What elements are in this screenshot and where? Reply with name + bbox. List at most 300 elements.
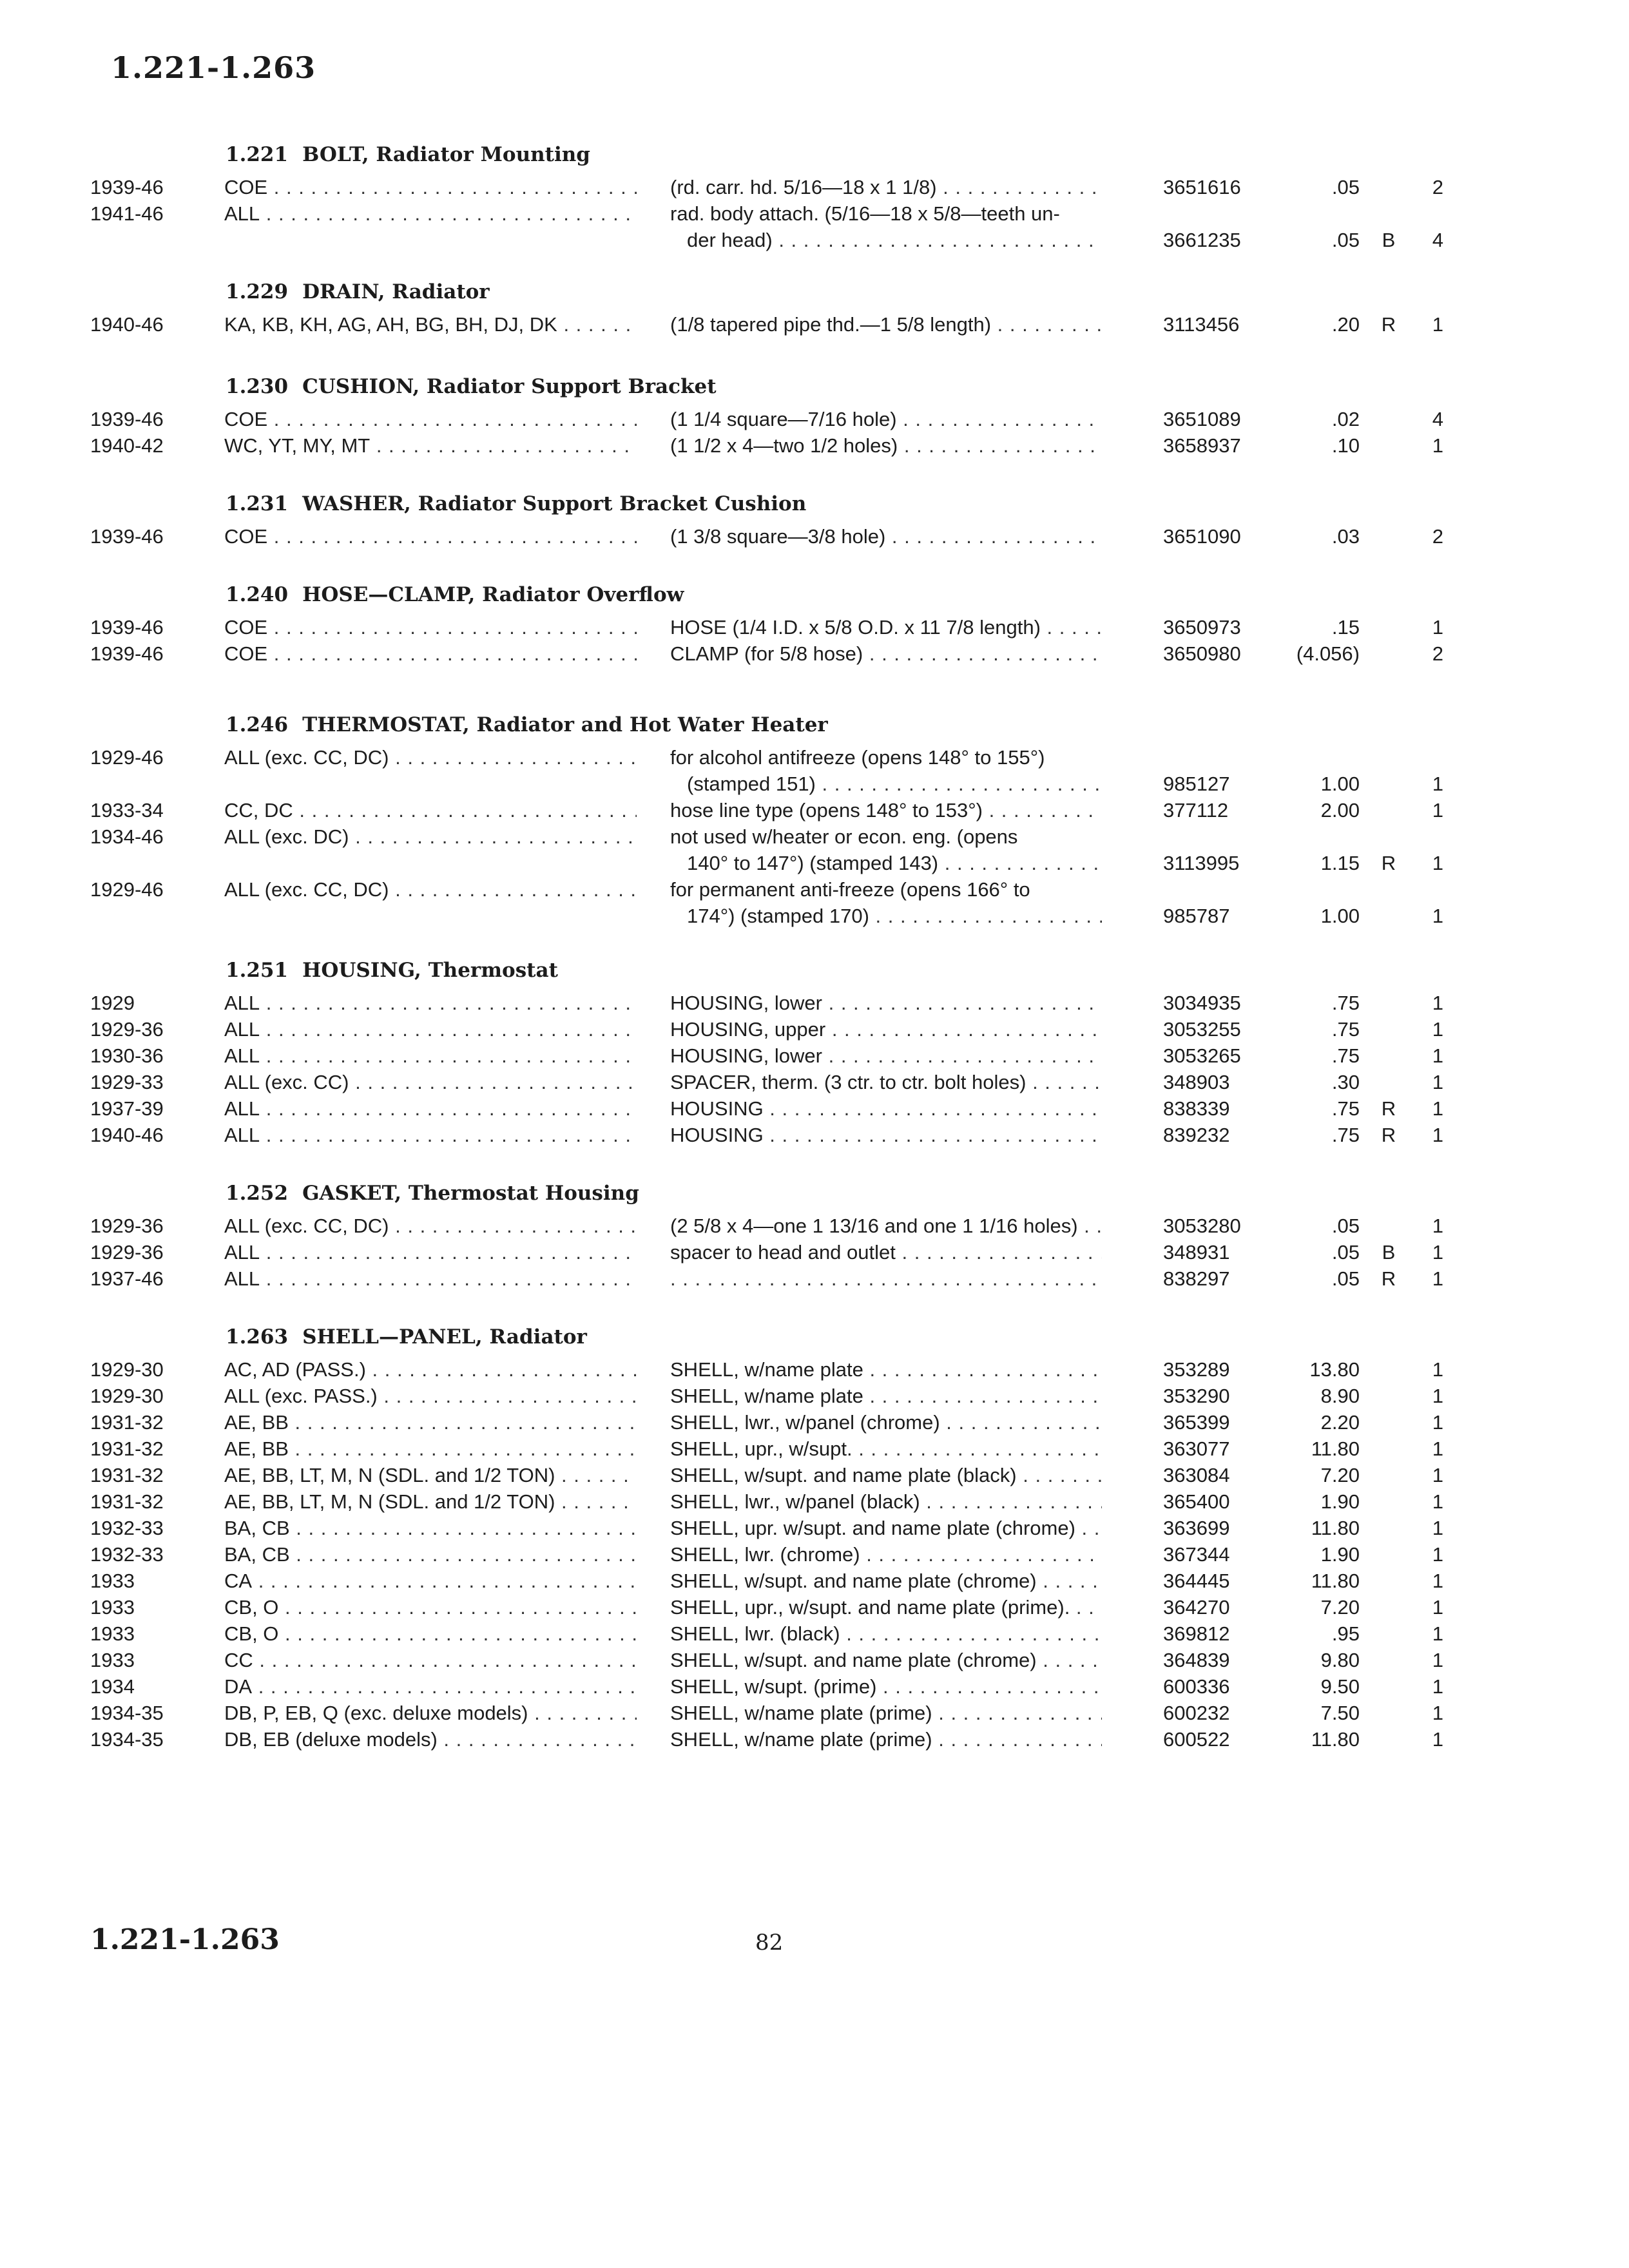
section-1-252 [90,1174,1450,1292]
price: 1.90 [1320,1490,1360,1513]
price: 7.20 [1320,1464,1360,1486]
description-line: (rd. carr. hd. 5/16—18 x 1 1/8) . . . [670,174,1102,200]
description [670,1409,1102,1436]
price: .05 [1331,1241,1360,1264]
table-row [90,1043,1450,1069]
quantity: 1 [1432,313,1443,336]
price: 1.90 [1320,1543,1360,1566]
price: 7.20 [1320,1596,1360,1619]
model-list: COE . . . [224,406,637,432]
model-list: AC, AD (PASS.) . . . [224,1356,637,1383]
year-range: 1940-46 [90,1124,164,1146]
model-list: AE, BB, LT, M, N (SDL. and 1/2 TON) . . . [224,1488,637,1515]
quantity: 1 [1432,1215,1443,1237]
year-range: 1929-30 [90,1358,164,1381]
section-number: 1.229 [226,280,289,303]
price: .75 [1331,1044,1360,1067]
quantity: 1 [1432,1044,1443,1067]
model-list: ALL . . . [224,1016,637,1043]
section-title [226,485,1450,523]
year-range: 1939-46 [90,408,164,430]
quantity: 1 [1432,1124,1443,1146]
year-range: 1937-46 [90,1267,164,1290]
table-row [90,1239,1450,1265]
part-number: 3053280 [1163,1215,1241,1237]
description-line: SHELL, w/supt. and name plate (black) . . . [670,1462,1102,1488]
price: .30 [1331,1071,1360,1093]
model-list: ALL (exc. DC) . . . [224,823,637,850]
status-flag: R [1381,852,1396,874]
model-list: DB, P, EB, Q (exc. deluxe models) . . . [224,1700,637,1726]
model-list: DA . . . [224,1673,637,1700]
table-row [90,174,1450,200]
table-row [90,1462,1450,1488]
description [670,990,1102,1016]
part-number: 353290 [1163,1385,1230,1407]
part-number: 363084 [1163,1464,1230,1486]
table-row [90,200,1450,253]
description-line: spacer to head and outlet . . . [670,1239,1102,1265]
part-number: 600336 [1163,1675,1230,1698]
part-number: 365400 [1163,1490,1230,1513]
description [670,1488,1102,1515]
section-title-text: HOSE—CLAMP, Radiator Overflow [302,583,684,606]
page-footer-range: 1.221-1.263 [90,1923,280,1956]
model-list: DB, EB (deluxe models) . . . [224,1726,637,1753]
table-row [90,311,1450,338]
price: .75 [1331,1124,1360,1146]
quantity: 1 [1432,1490,1443,1513]
year-range: 1931-32 [90,1411,164,1434]
price: 1.15 [1320,852,1360,874]
section-number: 1.251 [226,959,289,982]
section-title-text: SHELL—PANEL, Radiator [302,1325,587,1349]
quantity: 1 [1432,1097,1443,1120]
description [670,1436,1102,1462]
quantity: 1 [1432,1411,1443,1434]
table-row [90,1700,1450,1726]
section-title [226,575,1450,614]
part-number: 3113456 [1163,313,1240,336]
description-line: rad. body attach. (5/16—18 x 5/8—teeth un- [670,202,1060,225]
description-line: (1 1/4 square—7/16 hole) . . . [670,406,1102,432]
table-row [90,1213,1450,1239]
description [670,1265,1102,1292]
description-line: SHELL, w/supt. and name plate (chrome) . . . [670,1568,1102,1594]
table-row [90,1488,1450,1515]
model-list: CB, O . . . [224,1620,637,1647]
year-range: 1932-33 [90,1543,164,1566]
table-row [90,1265,1450,1292]
quantity: 1 [1432,1358,1443,1381]
part-number: 353289 [1163,1358,1230,1381]
model-list: AE, BB . . . [224,1436,637,1462]
description [670,1515,1102,1541]
model-list: AE, BB . . . [224,1409,637,1436]
description-line: hose line type (opens 148° to 153°) . . . [670,797,1102,823]
description [670,1016,1102,1043]
description [670,876,1102,929]
part-number: 3650980 [1163,642,1241,665]
description [670,1043,1102,1069]
description [670,1383,1102,1409]
table-row [90,744,1450,797]
quantity: 1 [1432,1267,1443,1290]
part-number: 364270 [1163,1596,1230,1619]
section-number: 1.231 [226,492,289,515]
description-line: for permanent anti-freeze (opens 166° to [670,878,1030,901]
status-flag: R [1381,1124,1396,1146]
year-range: 1940-46 [90,313,164,336]
quantity: 1 [1432,1241,1443,1264]
section-1-263 [90,1318,1450,1753]
price: .05 [1331,1267,1360,1290]
price: 8.90 [1320,1385,1360,1407]
model-list: BA, CB . . . [224,1541,637,1568]
description-line: SHELL, w/name plate . . . [670,1383,1102,1409]
section-title-text: BOLT, Radiator Mounting [302,143,590,166]
year-range: 1937-39 [90,1097,164,1120]
description [670,1356,1102,1383]
description [670,744,1102,797]
price: .75 [1331,1018,1360,1041]
price: 11.80 [1311,1437,1360,1460]
description-line: CLAMP (for 5/8 hose) . . . [670,640,1102,667]
section-number: 1.263 [226,1325,289,1349]
quantity: 1 [1432,1543,1443,1566]
price: 1.00 [1320,905,1360,927]
price: 11.80 [1311,1570,1360,1592]
description [670,1647,1102,1673]
description-line: SHELL, w/name plate (prime) . . . [670,1700,1102,1726]
price: 11.80 [1311,1517,1360,1539]
table-row [90,1383,1450,1409]
price: .02 [1331,408,1360,430]
status-flag: B [1382,229,1396,251]
table-row [90,1647,1450,1673]
status-flag: R [1381,313,1396,336]
part-number: 369812 [1163,1622,1230,1645]
quantity: 1 [1432,1517,1443,1539]
year-range: 1929-36 [90,1018,164,1041]
price: 9.50 [1320,1675,1360,1698]
year-range: 1931-32 [90,1464,164,1486]
description-line: not used w/heater or econ. eng. (opens [670,825,1018,848]
section-number: 1.252 [226,1182,289,1205]
year-range: 1934-46 [90,825,164,848]
model-list: CB, O . . . [224,1594,637,1620]
part-number: 3053265 [1163,1044,1241,1067]
part-number: 3651090 [1163,525,1241,548]
quantity: 1 [1432,1570,1443,1592]
year-range: 1929-36 [90,1241,164,1264]
model-list: CC, DC . . . [224,797,637,823]
part-number: 3661235 [1163,229,1241,251]
part-number: 3658937 [1163,434,1241,457]
quantity: 1 [1432,434,1443,457]
section-title [226,951,1450,990]
description-line: SHELL, w/name plate (prime) . . . [670,1726,1102,1753]
part-number: 3651089 [1163,408,1241,430]
model-list: ALL (exc. CC) . . . [224,1069,637,1095]
year-range: 1932-33 [90,1517,164,1539]
description-line: (2 5/8 x 4—one 1 13/16 and one 1 1/16 holes) . . . [670,1213,1102,1239]
part-number: 364839 [1163,1649,1230,1671]
page-header-range: 1.221-1.263 [111,50,316,85]
description [670,1673,1102,1700]
description [670,1239,1102,1265]
year-range: 1929-46 [90,746,164,769]
price: (4.056) [1296,642,1360,665]
model-list: ALL (exc. CC, DC) . . . [224,876,637,903]
section-title-text: GASKET, Thermostat Housing [302,1182,639,1205]
year-range: 1934 [90,1675,135,1698]
year-range: 1929-36 [90,1215,164,1237]
model-list: ALL (exc. CC, DC) . . . [224,1213,637,1239]
year-range: 1933 [90,1570,135,1592]
table-row [90,614,1450,640]
year-range: 1931-32 [90,1437,164,1460]
description-line: 174°) (stamped 170) . . . [670,903,1102,929]
description [670,614,1102,640]
part-number: 3650973 [1163,616,1241,639]
quantity: 1 [1432,773,1443,795]
description-line: SHELL, lwr., w/panel (black) . . . [670,1488,1102,1515]
section-number: 1.230 [226,375,289,398]
price: 2.20 [1320,1411,1360,1434]
table-row [90,1541,1450,1568]
description-line: HOUSING . . . [670,1122,1102,1148]
price: 11.80 [1311,1728,1360,1751]
year-range: 1930-36 [90,1044,164,1067]
section-1-251 [90,951,1450,1148]
description [670,174,1102,200]
table-row [90,523,1450,550]
table-row [90,876,1450,929]
table-row [90,1594,1450,1620]
year-range: 1939-46 [90,616,164,639]
price: .05 [1331,1215,1360,1237]
quantity: 1 [1432,905,1443,927]
section-title-text: THERMOSTAT, Radiator and Hot Water Heater [302,713,828,736]
table-row [90,1122,1450,1148]
description [670,1620,1102,1647]
section-title-text: DRAIN, Radiator [302,280,490,303]
status-flag: R [1381,1267,1396,1290]
section-1-230 [90,367,1450,459]
description-line: SHELL, lwr. (chrome) . . . [670,1541,1102,1568]
model-list: ALL . . . [224,990,637,1016]
model-list: COE . . . [224,640,637,667]
model-list: ALL . . . [224,1239,637,1265]
quantity: 2 [1432,176,1443,198]
quantity: 1 [1432,1018,1443,1041]
price: 2.00 [1320,799,1360,822]
table-row [90,1568,1450,1594]
part-number: 600232 [1163,1702,1230,1724]
model-list: ALL . . . [224,1265,637,1292]
table-row [90,1356,1450,1383]
part-number: 3034935 [1163,992,1241,1014]
description-line: der head) . . . [670,227,1102,253]
description [670,200,1102,253]
description-line: 140° to 147°) (stamped 143) . . . [670,850,1102,876]
description [670,1122,1102,1148]
model-list: COE . . . [224,614,637,640]
description [670,311,1102,338]
description-line [670,1265,1102,1292]
page-number: 82 [755,1930,784,1956]
table-row [90,823,1450,876]
part-number: 3651616 [1163,176,1241,198]
section-1-229 [90,273,1450,338]
year-range: 1939-46 [90,525,164,548]
description-line: HOUSING . . . [670,1095,1102,1122]
quantity: 2 [1432,525,1443,548]
part-number: 367344 [1163,1543,1230,1566]
status-flag: B [1382,1241,1396,1264]
year-range: 1931-32 [90,1490,164,1513]
description-line: (stamped 151) . . . [670,771,1102,797]
section-1-231 [90,485,1450,550]
price: .75 [1331,1097,1360,1120]
section-title [226,135,1450,174]
part-number: 3053255 [1163,1018,1241,1041]
description-line: SHELL, w/supt. and name plate (chrome) . . . [670,1647,1102,1673]
part-number: 363077 [1163,1437,1230,1460]
description-line: (1 3/8 square—3/8 hole) . . . [670,523,1102,550]
year-range: 1929 [90,992,135,1014]
quantity: 1 [1432,1675,1443,1698]
description [670,432,1102,459]
year-range: 1939-46 [90,176,164,198]
part-number: 839232 [1163,1124,1230,1146]
part-number: 365399 [1163,1411,1230,1434]
table-row [90,1016,1450,1043]
model-list: BA, CB . . . [224,1515,637,1541]
table-row [90,640,1450,667]
part-number: 364445 [1163,1570,1230,1592]
part-number: 985787 [1163,905,1230,927]
model-list: CC . . . [224,1647,637,1673]
table-row [90,1515,1450,1541]
model-list: ALL (exc. CC, DC) . . . [224,744,637,771]
part-number: 838339 [1163,1097,1230,1120]
description-line: (1 1/2 x 4—two 1/2 holes) . . . [670,432,1102,459]
description [670,406,1102,432]
table-row [90,1095,1450,1122]
table-row [90,1409,1450,1436]
table-row [90,406,1450,432]
description [670,1541,1102,1568]
section-title [226,1174,1450,1213]
status-flag: R [1381,1097,1396,1120]
price: .10 [1331,434,1360,457]
model-list: COE . . . [224,523,637,550]
part-number: 985127 [1163,773,1230,795]
model-list: ALL . . . [224,1095,637,1122]
description-line: HOUSING, lower . . . [670,990,1102,1016]
price: .95 [1331,1622,1360,1645]
table-row [90,1069,1450,1095]
description [670,1069,1102,1095]
section-1-221 [90,135,1450,253]
year-range: 1940-42 [90,434,164,457]
year-range: 1933 [90,1596,135,1619]
description-line: SHELL, upr. w/supt. and name plate (chrome) . . . [670,1515,1102,1541]
section-number: 1.240 [226,583,289,606]
description-line: SHELL, upr., w/supt. and name plate (prime). . . . [670,1594,1102,1620]
price: 13.80 [1309,1358,1360,1381]
model-list: ALL (exc. PASS.) . . . [224,1383,637,1409]
price: .03 [1331,525,1360,548]
part-number: 3113995 [1163,852,1240,874]
description [670,1095,1102,1122]
quantity: 2 [1432,642,1443,665]
year-range: 1929-30 [90,1385,164,1407]
year-range: 1941-46 [90,202,164,225]
description-line: SPACER, therm. (3 ctr. to ctr. bolt holes) . . . [670,1069,1102,1095]
section-1-240 [90,575,1450,667]
quantity: 1 [1432,852,1443,874]
description [670,640,1102,667]
description-line: for alcohol antifreeze (opens 148° to 155°) [670,746,1045,769]
description-line: HOSE (1/4 I.D. x 5/8 O.D. x 11 7/8 length) . . . [670,614,1102,640]
quantity: 1 [1432,1385,1443,1407]
year-range: 1929-46 [90,878,164,901]
quantity: 1 [1432,1702,1443,1724]
description [670,1726,1102,1753]
table-row [90,1620,1450,1647]
description-line: HOUSING, upper . . . [670,1016,1102,1043]
section-title [226,706,1450,744]
table-row [90,432,1450,459]
part-number: 838297 [1163,1267,1230,1290]
model-list: ALL . . . [224,200,637,227]
section-title-text: HOUSING, Thermostat [302,959,558,982]
description [670,823,1102,876]
quantity: 1 [1432,1728,1443,1751]
quantity: 1 [1432,1071,1443,1093]
quantity: 1 [1432,1649,1443,1671]
part-number: 348903 [1163,1071,1230,1093]
year-range: 1934-35 [90,1728,164,1751]
description [670,1462,1102,1488]
table-row [90,1436,1450,1462]
description [670,523,1102,550]
quantity: 1 [1432,992,1443,1014]
model-list: KA, KB, KH, AG, AH, BG, BH, DJ, DK . . . [224,311,637,338]
section-title [226,367,1450,406]
table-row [90,1726,1450,1753]
part-number: 377112 [1163,799,1229,822]
year-range: 1939-46 [90,642,164,665]
table-row [90,1673,1450,1700]
description-line: SHELL, w/supt. (prime) . . . [670,1673,1102,1700]
description-line: (1/8 tapered pipe thd.—1 5/8 length) . . . [670,311,1102,338]
price: .75 [1331,992,1360,1014]
price: .05 [1331,229,1360,251]
section-number: 1.246 [226,713,289,736]
section-1-246 [90,706,1450,929]
quantity: 1 [1432,616,1443,639]
year-range: 1933-34 [90,799,164,822]
section-title [226,1318,1450,1356]
year-range: 1933 [90,1649,135,1671]
description-line: SHELL, w/name plate . . . [670,1356,1102,1383]
quantity: 1 [1432,1437,1443,1460]
quantity: 4 [1432,408,1443,430]
